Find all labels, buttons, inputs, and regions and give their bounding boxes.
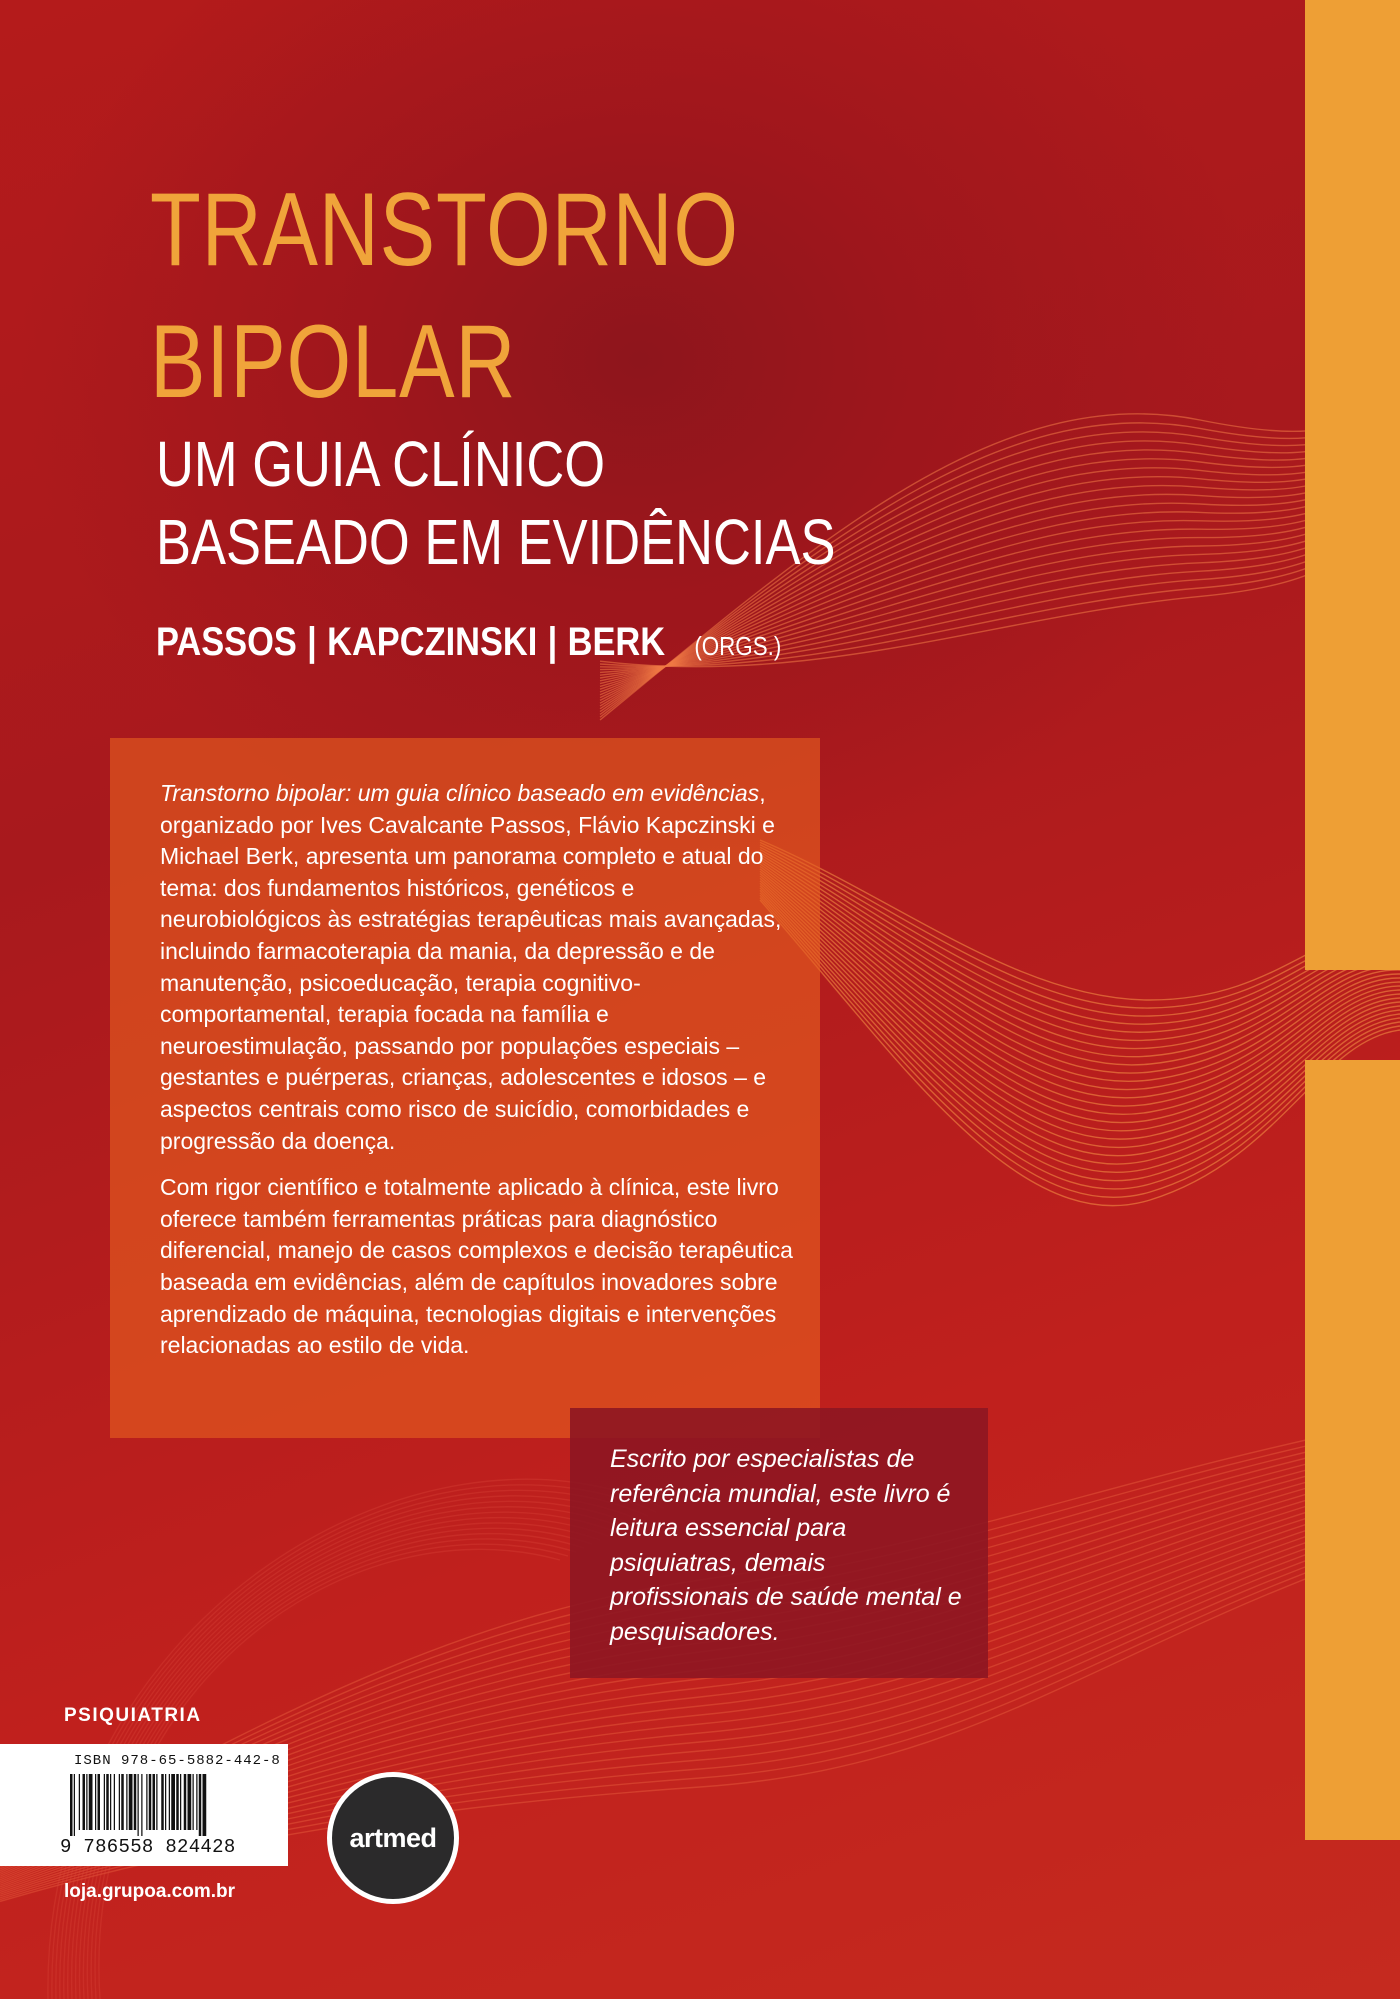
author-berk: BERK — [567, 620, 666, 664]
barcode-bar — [98, 1774, 101, 1830]
barcode-bar — [193, 1774, 194, 1830]
publisher-name: artmed — [349, 1822, 437, 1853]
isbn-label: ISBN 978-65-5882-442-8 — [74, 1753, 281, 1769]
barcode-bar — [196, 1774, 197, 1830]
barcode-bar — [188, 1774, 192, 1830]
barcode-bar — [129, 1774, 133, 1830]
barcode-bar — [106, 1774, 109, 1830]
barcode-bar — [121, 1774, 124, 1830]
wave-line — [760, 854, 1400, 1048]
barcode-bar — [141, 1774, 142, 1836]
barcode-bar — [146, 1774, 147, 1830]
wave-line — [760, 888, 1400, 1164]
category-label: PSIQUIATRIA — [64, 1705, 202, 1726]
book-title-line-2: BIPOLAR — [150, 304, 517, 420]
publisher-logo — [327, 1772, 459, 1904]
barcode-bar — [104, 1774, 105, 1830]
barcode-bar — [89, 1774, 93, 1830]
barcode-icon — [70, 1774, 270, 1836]
summary-book-title: Transtorno bipolar: um guia clínico baseado em evidências — [160, 780, 760, 806]
summary-paragraph-2: Com rigor científico e totalmente aplicado à clínica, este livro oferece também ferramentas práticas para diagnóstico diferencial, manejo de casos complexos e decisão terapêutica baseada em evidências, além de capítulos inovadores sobre aprendizado de máquina, tecnologias digitais e intervenções relacionadas ao estilo de vida. — [160, 1174, 793, 1359]
barcode-bar — [184, 1774, 187, 1830]
barcode-bar — [70, 1774, 73, 1836]
book-subtitle-line-1: UM GUIA CLÍNICO — [156, 428, 606, 500]
barcode-bar — [180, 1774, 181, 1830]
barcode-bar — [153, 1774, 156, 1830]
wave-line — [760, 895, 1400, 1189]
author-separator: | — [307, 620, 317, 664]
author-kapczinski: KAPCZINSKI — [327, 620, 538, 664]
spine-accent-strip-top — [1305, 0, 1400, 970]
barcode-bar — [126, 1774, 127, 1830]
store-url: loja.grupoa.com.br — [64, 1881, 236, 1902]
barcode-bar — [169, 1774, 170, 1830]
barcode-bar — [199, 1774, 202, 1836]
barcode-bar — [134, 1774, 137, 1830]
barcode-bar — [176, 1774, 179, 1830]
barcode-bar — [74, 1774, 75, 1836]
orgs-label: (ORGS.) — [694, 631, 782, 661]
book-title-line-1: TRANSTORNO — [150, 172, 739, 288]
authors-line — [156, 622, 781, 662]
summary-box — [110, 738, 820, 1438]
wave-line — [760, 886, 1400, 1156]
barcode-bar — [119, 1774, 120, 1830]
book-subtitle-line-2: BASEADO EM EVIDÊNCIAS — [156, 506, 836, 578]
author-separator: | — [547, 620, 558, 664]
barcode-bar — [86, 1774, 87, 1830]
summary-paragraph-1 — [160, 778, 800, 1157]
barcode-bar — [110, 1774, 111, 1830]
summary-paragraph-1-text: , organizado por Ives Cavalcante Passos, Flávio Kapczinski e Michael Berk, apresenta um panorama completo e atual do tema: dos fundamentos históricos, genéticos e neurobiológicos às estratégias terapêuticas mais avançadas, incluindo farmacoterapia da mania, da depressão e de manutenção, psicoeducação, terapia cognitivo-comportamental, terapia focada na família e neuroestimulação, passando por populações especiais – gestantes e puérperas, crianças, adolescentes e idosos – e aspectos centrais como risco de suicídio, comorbidades e progressão da doença. — [160, 780, 782, 1154]
barcode-bar — [203, 1774, 207, 1836]
barcode-bar — [95, 1774, 96, 1830]
barcode-bar — [79, 1774, 80, 1830]
spine-accent-strip-bottom — [1305, 1060, 1400, 1840]
quote-box — [570, 1408, 988, 1678]
barcode-bar — [83, 1774, 86, 1830]
quote-text: Escrito por especialistas de referência mundial, este livro é leitura essencial para psiquiatras, demais profissionais de saúde mental e pesquisadores. — [610, 1445, 962, 1646]
barcode-bar — [138, 1774, 139, 1836]
barcode-bar — [156, 1774, 157, 1830]
wave-band-middle — [760, 840, 1400, 1206]
isbn-barcode-panel — [0, 1744, 288, 1866]
barcode-bar — [149, 1774, 152, 1830]
author-passos: PASSOS — [156, 620, 297, 664]
barcode-digits: 9 786558 824428 — [60, 1836, 236, 1858]
wave-line — [760, 840, 1400, 1000]
barcode-bar — [161, 1774, 164, 1830]
barcode-bar — [114, 1774, 115, 1830]
barcode-bar — [171, 1774, 175, 1830]
wave-line — [760, 893, 1400, 1181]
barcode-bar — [165, 1774, 166, 1830]
